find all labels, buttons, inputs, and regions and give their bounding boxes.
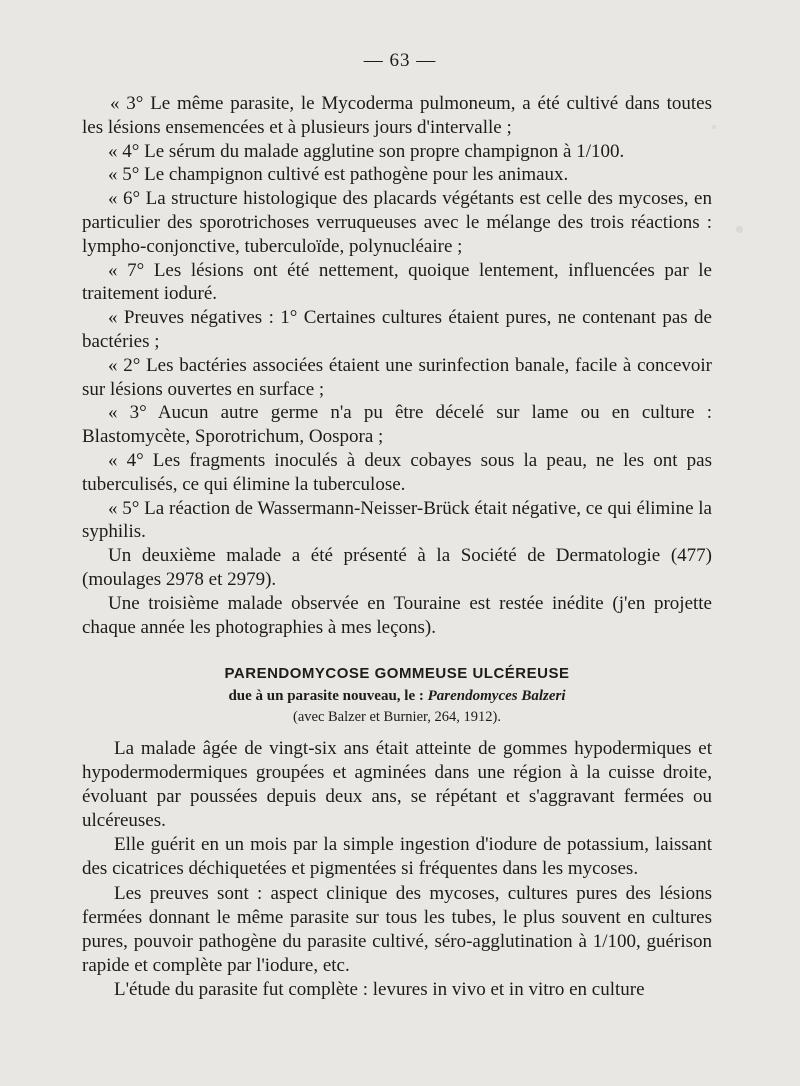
paper-stain <box>736 226 743 233</box>
paragraph: « 7° Les lésions ont été nettement, quoique lentement, influencées par le traitement ioduré. <box>82 259 712 305</box>
bottom-text-block <box>82 737 712 1002</box>
paragraph: Une troisième malade observée en Touraine est restée inédite (j'en projette chaque année les photographies à mes leçons). <box>82 592 712 638</box>
paragraph: « 3° Aucun autre germe n'a pu être décelé sur lame ou en culture : Blastomycète, Sporotrichum, Oospora ; <box>82 402 712 448</box>
section-subtitle <box>82 685 712 707</box>
section-title: PARENDOMYCOSE GOMMEUSE ULCÉREUSE <box>224 665 570 682</box>
section-reference: (avec Balzer et Burnier, 264, 1912). <box>293 709 501 725</box>
paragraph: « 6° La structure histologique des placards végétants est celle des mycoses, en particulier des sporotrichoses verruqueuses avec le mélange des trois réactions : lympho-conjonctive, tuberculoïde, polynucléaire ; <box>82 188 712 257</box>
section-subtitle-prefix: due à un parasite nouveau, le : <box>228 688 424 704</box>
paragraph: Elle guérit en un mois par la simple ingestion d'iodure de potassium, laissant des cicatrices déchiquetées et pigmentées si fréquentes dans les mycoses. <box>82 834 712 880</box>
paragraph: L'étude du parasite fut complète : levures in vivo et in vitro en culture <box>114 978 645 1000</box>
section-subtitle-genus: Parendomyces Balzeri <box>427 688 566 704</box>
paragraph: « 4° Le sérum du malade agglutine son propre champignon à 1/100. <box>108 140 625 162</box>
page-number: — 63 — <box>363 50 437 71</box>
paragraph: « 3° Le même parasite, le Mycoderma pulmoneum, a été cultivé dans toutes les lésions ensemencées et à plusieurs jours d'intervalle ; <box>82 93 712 138</box>
paragraph: « 5° La réaction de Wassermann-Neisser-Brück était négative, ce qui élimine la syphilis. <box>82 497 712 543</box>
paper-stain <box>712 125 716 129</box>
paragraph: La malade âgée de vingt-six ans était atteinte de gommes hypodermiques et hypodermodermiques groupées et agminées dans une région à la cuisse droite, évoluant par poussées depuis deux ans, se répétant et s'aggravant fermées ou ulcéreuses. <box>82 738 712 832</box>
paragraph: Les preuves sont : aspect clinique des mycoses, cultures pures des lésions fermées donnant le même parasite sur tous les tubes, le plus souvent en cultures pures, pouvoir pathogène du parasite cultivé, séro-agglutination à 1/100, guérison rapide et complète par l'iodure, etc. <box>82 882 712 976</box>
paragraph: « 2° Les bactéries associées étaient une surinfection banale, facile à concevoir sur lésions ouvertes en surface ; <box>82 354 712 400</box>
paragraph: Un deuxième malade a été présenté à la Société de Dermatologie (477) (moulages 2978 et 2979). <box>82 545 712 590</box>
paragraph: « 5° Le champignon cultivé est pathogène pour les animaux. <box>108 164 569 186</box>
top-text-block <box>82 92 712 639</box>
paragraph: « Preuves négatives : 1° Certaines cultures étaient pures, ne contenant pas de bactéries ; <box>82 307 712 352</box>
paragraph: « 4° Les fragments inoculés à deux cobayes sous la peau, ne les ont pas tuberculisés, ce qui élimine la tuberculose. <box>82 449 712 495</box>
section-heading <box>82 663 712 728</box>
